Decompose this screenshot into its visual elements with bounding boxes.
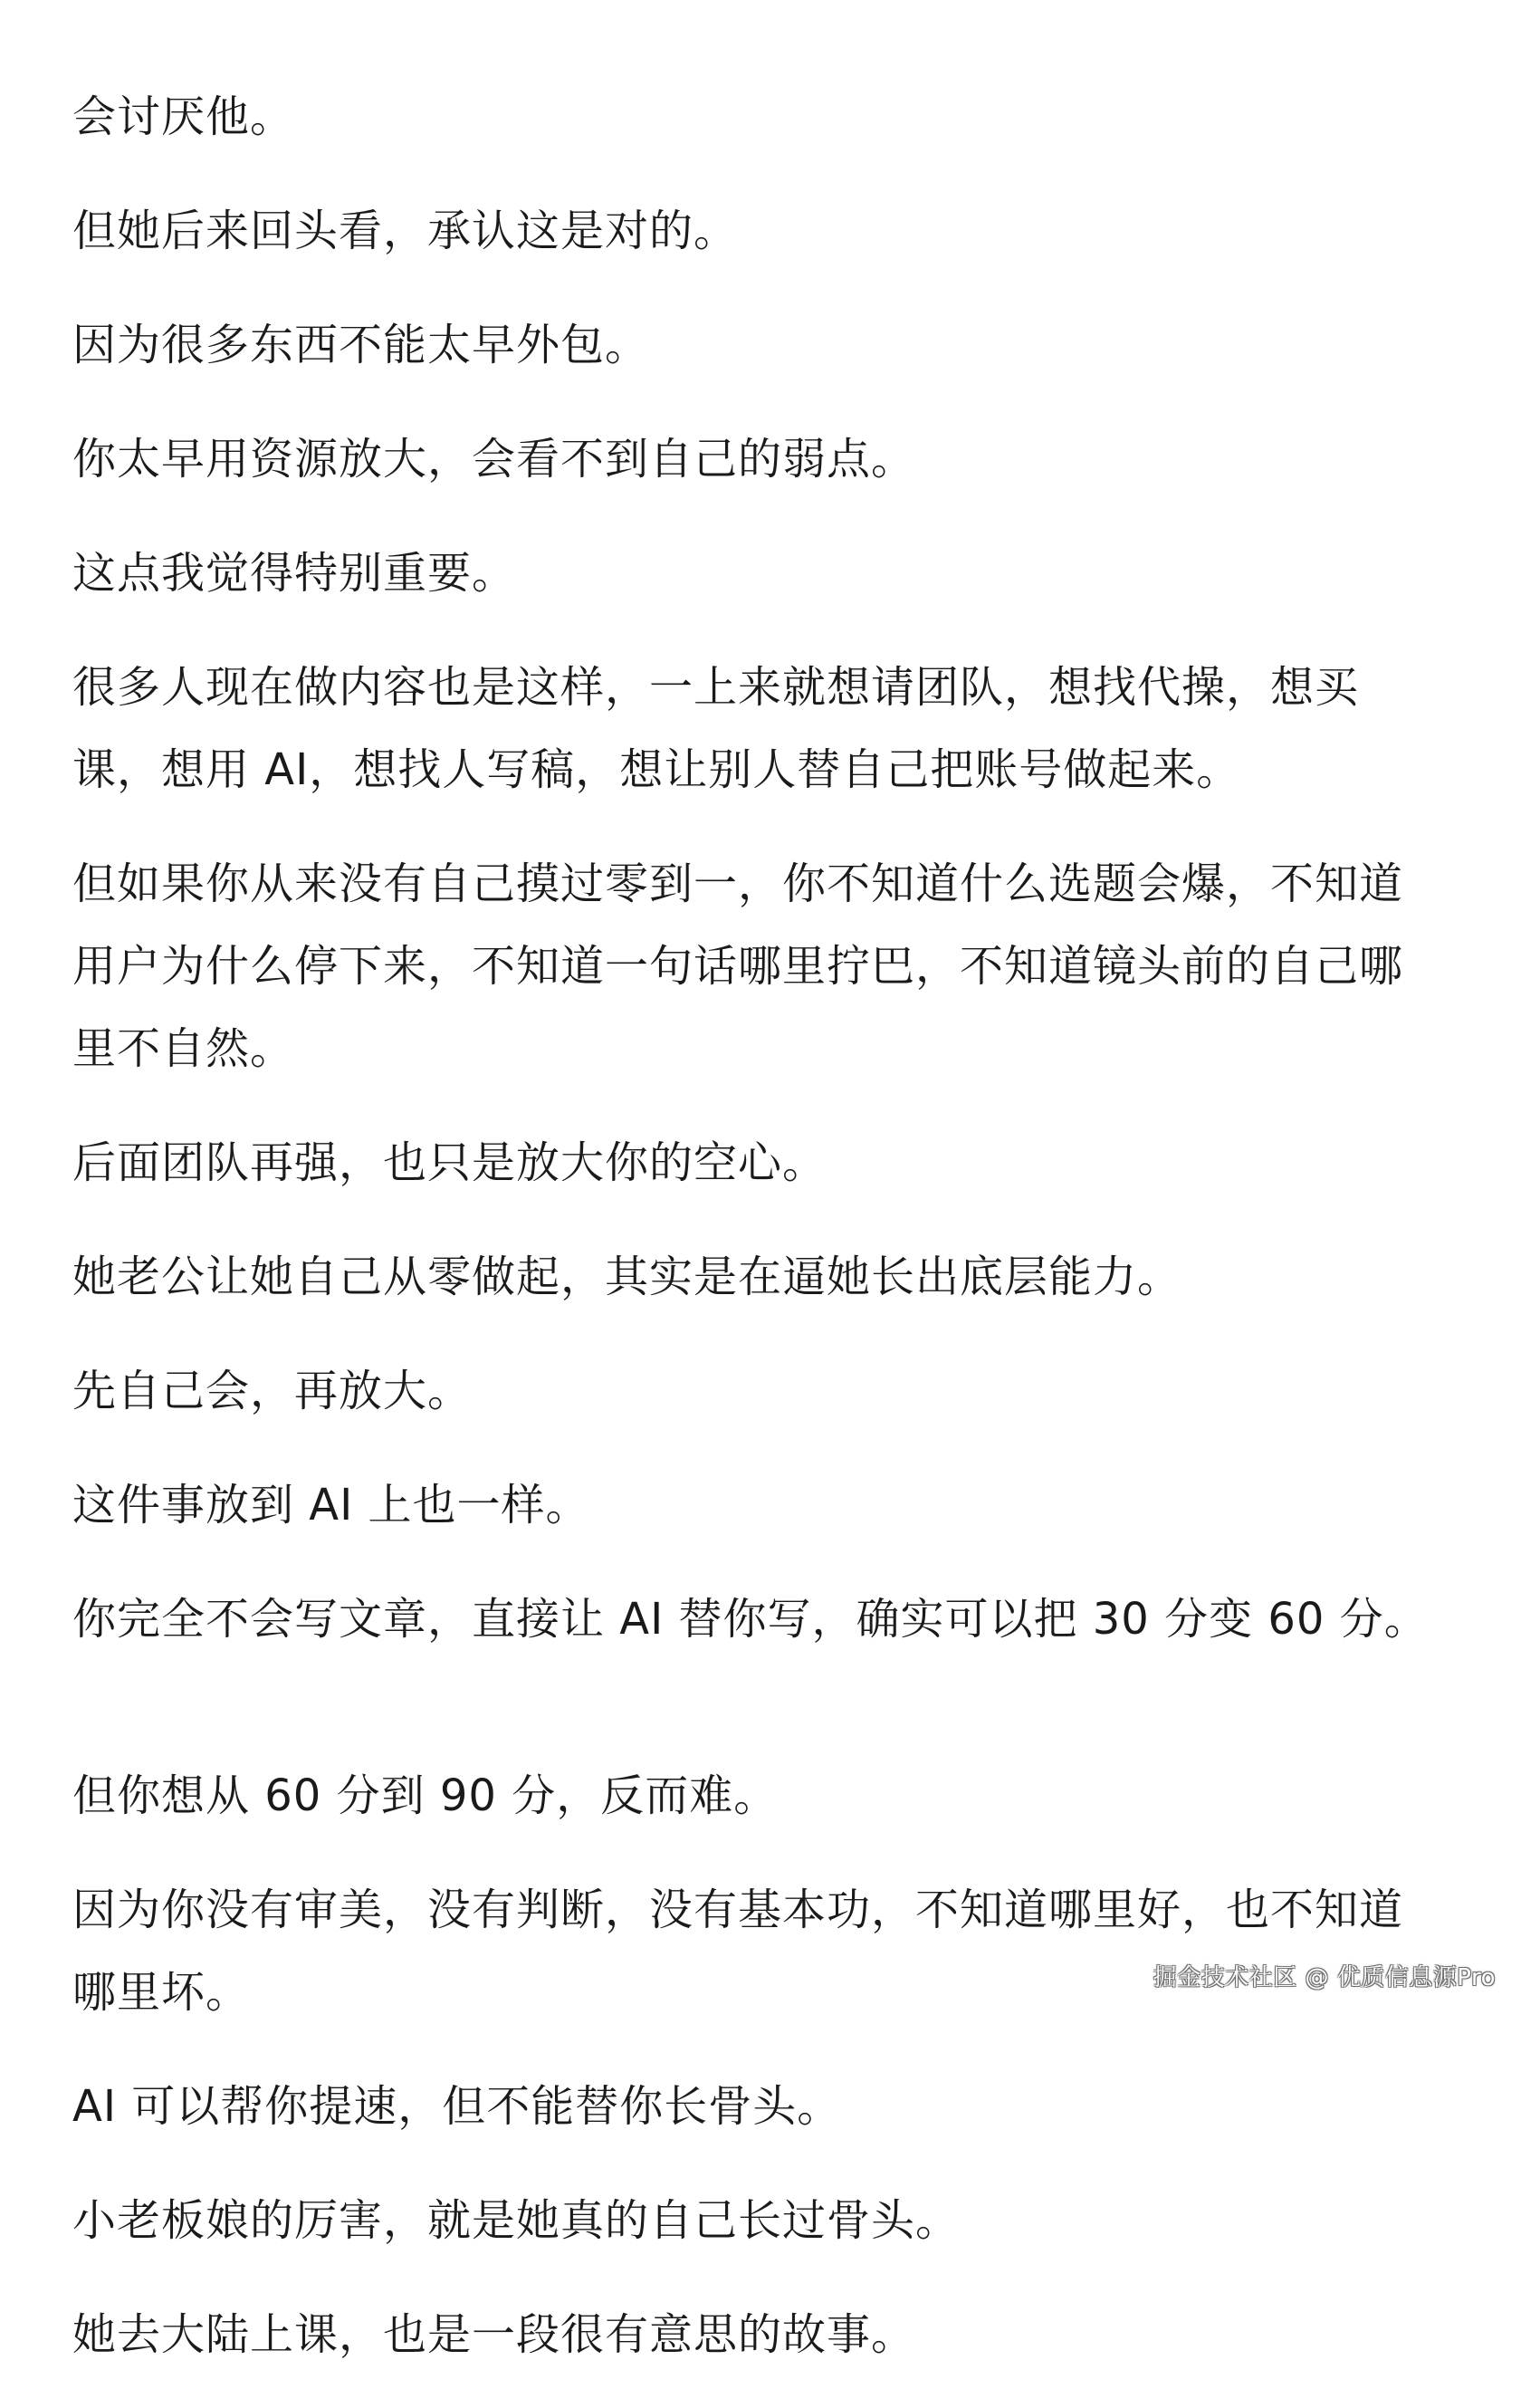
paragraph: 她老公让她自己从零做起，其实是在逼她长出底层能力。 bbox=[72, 1252, 1182, 1302]
paragraph: 但你想从 60 分到 90 分，反而难。 bbox=[72, 1770, 779, 1821]
paragraph: 小老板娘的厉害，就是她真的自己长过骨头。 bbox=[72, 2195, 961, 2246]
article-body bbox=[72, 76, 1430, 2408]
paragraph: 你太早用资源放大，会看不到自己的弱点。 bbox=[72, 434, 916, 484]
paragraph: 会讨厌他。 bbox=[72, 91, 295, 142]
paragraph: 这件事放到 AI 上也一样。 bbox=[72, 1480, 590, 1530]
paragraph: 但如果你从来没有自己摸过零到一，你不知道什么选题会爆，不知道用户为什么停下来，不知道一句话哪里拧巴，不知道镜头前的自己哪里不自然。 bbox=[72, 859, 1404, 1074]
paragraph: 先自己会，再放大。 bbox=[72, 1366, 473, 1416]
paragraph: 这点我觉得特别重要。 bbox=[72, 548, 517, 599]
paragraph: 因为你没有审美，没有判断，没有基本功，不知道哪里好，也不知道哪里坏。 bbox=[72, 1885, 1404, 2018]
paragraph: 后面团队再强，也只是放大你的空心。 bbox=[72, 1137, 827, 1188]
paragraph: 很多人现在做内容也是这样，一上来就想请团队，想找代操，想买课，想用 AI，想找人写稿，想让别人替自己把账号做起来。 bbox=[72, 662, 1360, 795]
paragraph: 她去大陆上课，也是一段很有意思的故事。 bbox=[72, 2309, 916, 2360]
paragraph: AI 可以帮你提速，但不能替你长骨头。 bbox=[72, 2081, 842, 2132]
paragraph: 但她后来回头看，承认这是对的。 bbox=[72, 206, 739, 256]
paragraph: 你完全不会写文章，直接让 AI 替你写，确实可以把 30 分变 60 分。 bbox=[72, 1594, 1429, 1645]
paragraph: 因为很多东西不能太早外包。 bbox=[72, 320, 650, 370]
watermark: 掘金技术社区 @ 优质信息源Pro bbox=[1153, 1964, 1496, 1991]
